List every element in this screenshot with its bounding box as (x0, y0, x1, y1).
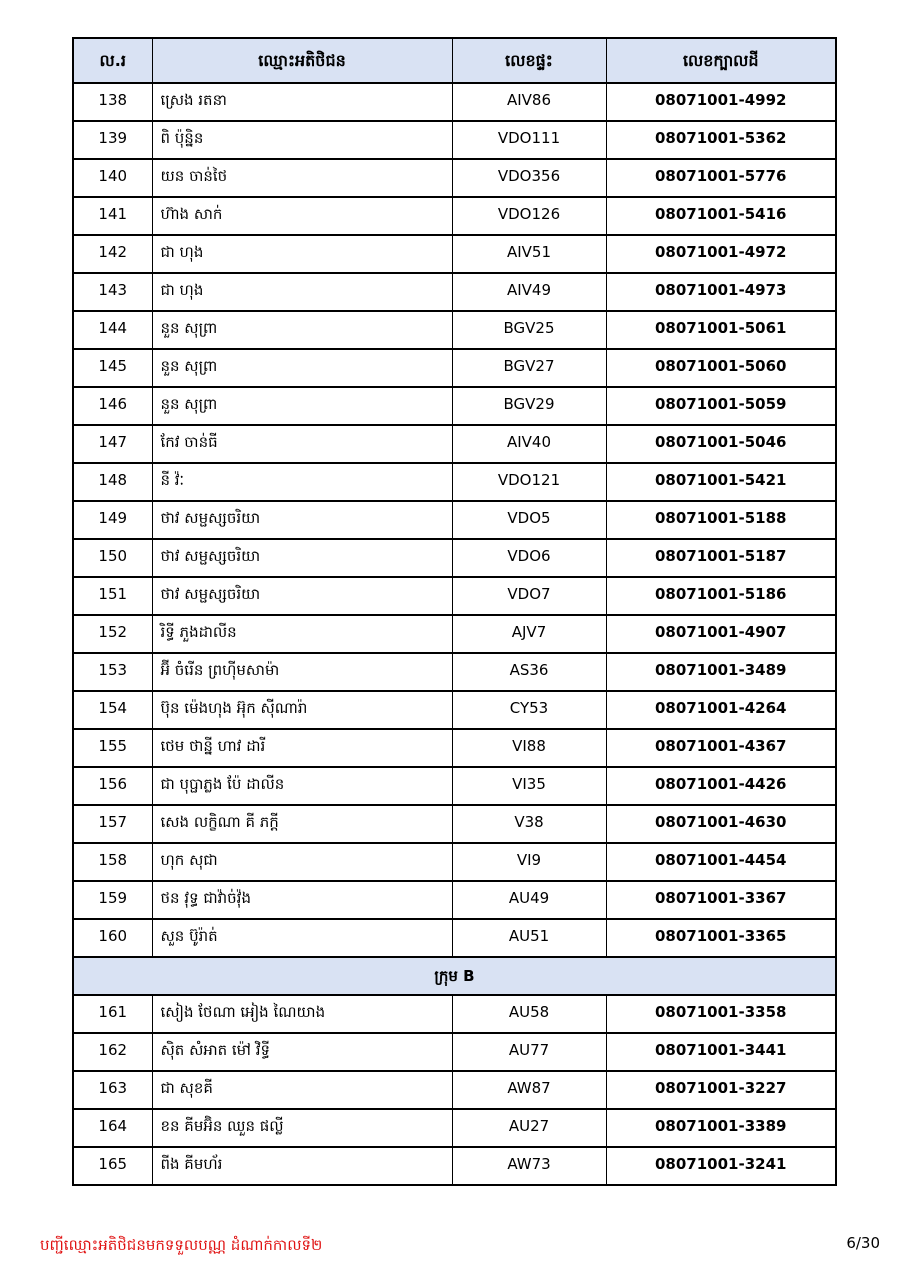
parcel-cell: 08071001-3241 (606, 1147, 836, 1185)
table-row (73, 729, 836, 767)
no-cell: 152 (73, 615, 152, 653)
parcel-cell: 08071001-4426 (606, 767, 836, 805)
house-cell: AIV40 (452, 425, 606, 463)
no-cell: 158 (73, 843, 152, 881)
table-row (73, 425, 836, 463)
table-row (73, 463, 836, 501)
parcel-cell: 08071001-5188 (606, 501, 836, 539)
name-cell: ខន គីមអ៊ិន ឈួន ផល្លី (152, 1109, 452, 1147)
parcel-cell: 08071001-4264 (606, 691, 836, 729)
table-row (73, 121, 836, 159)
table-row (73, 501, 836, 539)
no-cell: 142 (73, 235, 152, 273)
page-number: 6/30 (846, 1234, 880, 1252)
name-cell: សួន ប៊ូរ៉ាត់ (152, 919, 452, 957)
name-cell: ជា សុខគី (152, 1071, 452, 1109)
house-cell: V38 (452, 805, 606, 843)
page-footer (0, 1232, 905, 1266)
name-cell: ពិ ប៉ុន្និន (152, 121, 452, 159)
table-row (73, 311, 836, 349)
house-cell: AU27 (452, 1109, 606, 1147)
house-cell: VDO121 (452, 463, 606, 501)
footer-document-title: បញ្ជីឈ្មោះអតិថិជនមកទទួលបណ្ណ ដំណាក់កាលទី២ (40, 1236, 323, 1254)
house-cell: AU58 (452, 995, 606, 1033)
name-cell: ថេម ថាន្នី ហាវ ដារី (152, 729, 452, 767)
column-header-parcel: លេខក្បាលដី (606, 38, 836, 83)
name-cell: ជា ហុង (152, 235, 452, 273)
table-row (73, 1071, 836, 1109)
no-cell: 143 (73, 273, 152, 311)
name-cell: ប៊ុន ម៉េងហុង អ៊ុក ស៊ីណារ៉ា (152, 691, 452, 729)
table-row (73, 1147, 836, 1185)
no-cell: 156 (73, 767, 152, 805)
house-cell: BGV25 (452, 311, 606, 349)
parcel-cell: 08071001-3367 (606, 881, 836, 919)
no-cell: 160 (73, 919, 152, 957)
house-cell: AIV51 (452, 235, 606, 273)
column-header-no: ល.រ (73, 38, 152, 83)
name-cell: ហ៊ាង សាក់ (152, 197, 452, 235)
parcel-cell: 08071001-5061 (606, 311, 836, 349)
parcel-cell: 08071001-5421 (606, 463, 836, 501)
parcel-cell: 08071001-4973 (606, 273, 836, 311)
name-cell: អ៊ី ចំរើន ព្រហ៊ីមសាម៉ា (152, 653, 452, 691)
house-cell: AIV49 (452, 273, 606, 311)
house-cell: VDO6 (452, 539, 606, 577)
name-cell: នួន សុព្រា (152, 349, 452, 387)
name-cell: នី វ៉ៈ (152, 463, 452, 501)
name-cell: ស៊ិត សំអាត ម៉ៅ វិទ្ធី (152, 1033, 452, 1071)
parcel-cell: 08071001-4630 (606, 805, 836, 843)
table-row (73, 995, 836, 1033)
no-cell: 146 (73, 387, 152, 425)
parcel-cell: 08071001-4972 (606, 235, 836, 273)
house-cell: CY53 (452, 691, 606, 729)
table-row (73, 691, 836, 729)
table-row (73, 615, 836, 653)
house-cell: BGV29 (452, 387, 606, 425)
name-cell: សៀង ថែណា អៀង ណៃយាង (152, 995, 452, 1033)
table-row (73, 1033, 836, 1071)
house-cell: AJV7 (452, 615, 606, 653)
house-cell: AU77 (452, 1033, 606, 1071)
house-cell: AU51 (452, 919, 606, 957)
no-cell: 151 (73, 577, 152, 615)
name-cell: ថាវ សម្ផស្សចរិយា (152, 501, 452, 539)
table-body (73, 83, 836, 1185)
no-cell: 139 (73, 121, 152, 159)
name-cell: ជា ហុង (152, 273, 452, 311)
parcel-cell: 08071001-5060 (606, 349, 836, 387)
column-header-house: លេខផ្ទះ (452, 38, 606, 83)
house-cell: VI9 (452, 843, 606, 881)
no-cell: 154 (73, 691, 152, 729)
table-row (73, 83, 836, 121)
table-row (73, 539, 836, 577)
no-cell: 140 (73, 159, 152, 197)
name-cell: រិទ្ធី ភួងដាលីន (152, 615, 452, 653)
name-cell: នួន សុព្រា (152, 387, 452, 425)
customer-list-table (72, 37, 837, 1186)
table-row (73, 577, 836, 615)
parcel-cell: 08071001-5059 (606, 387, 836, 425)
name-cell: ជា បុប្ផាភ្លង ប៉ែ ដាលីន (152, 767, 452, 805)
parcel-cell: 08071001-5186 (606, 577, 836, 615)
column-header-name: ឈ្មោះអតិថិជន (152, 38, 452, 83)
no-cell: 147 (73, 425, 152, 463)
name-cell: ថាវ សម្ផស្សចរិយា (152, 539, 452, 577)
name-cell: កែវ ចាន់ធី (152, 425, 452, 463)
parcel-cell: 08071001-4454 (606, 843, 836, 881)
table-row (73, 235, 836, 273)
parcel-cell: 08071001-3227 (606, 1071, 836, 1109)
parcel-cell: 08071001-5362 (606, 121, 836, 159)
parcel-cell: 08071001-5416 (606, 197, 836, 235)
parcel-cell: 08071001-3489 (606, 653, 836, 691)
table-row (73, 881, 836, 919)
name-cell: ថន វុទ្ធ ជាវ៉ាច់វ៉ុង (152, 881, 452, 919)
house-cell: BGV27 (452, 349, 606, 387)
no-cell: 162 (73, 1033, 152, 1071)
table-row (73, 919, 836, 957)
no-cell: 148 (73, 463, 152, 501)
parcel-cell: 08071001-4992 (606, 83, 836, 121)
name-cell: ស្រេង រតនា (152, 83, 452, 121)
name-cell: ថាវ សម្ផស្សចរិយា (152, 577, 452, 615)
parcel-cell: 08071001-5046 (606, 425, 836, 463)
parcel-cell: 08071001-4367 (606, 729, 836, 767)
parcel-cell: 08071001-4907 (606, 615, 836, 653)
parcel-cell: 08071001-3358 (606, 995, 836, 1033)
table-row (73, 1109, 836, 1147)
no-cell: 149 (73, 501, 152, 539)
no-cell: 159 (73, 881, 152, 919)
name-cell: នួន សុព្រា (152, 311, 452, 349)
no-cell: 165 (73, 1147, 152, 1185)
house-cell: AS36 (452, 653, 606, 691)
table-row (73, 387, 836, 425)
parcel-cell: 08071001-3441 (606, 1033, 836, 1071)
table-header (73, 38, 836, 83)
house-cell: VDO126 (452, 197, 606, 235)
no-cell: 157 (73, 805, 152, 843)
house-cell: AW87 (452, 1071, 606, 1109)
name-cell: សេង លក្ខិណា គី ភក្តី (152, 805, 452, 843)
no-cell: 141 (73, 197, 152, 235)
no-cell: 155 (73, 729, 152, 767)
parcel-cell: 08071001-5187 (606, 539, 836, 577)
table-row (73, 805, 836, 843)
table-row (73, 197, 836, 235)
no-cell: 145 (73, 349, 152, 387)
parcel-cell: 08071001-3389 (606, 1109, 836, 1147)
name-cell: យន ចាន់ថៃ (152, 159, 452, 197)
section-label: ក្រុម B (73, 957, 836, 995)
no-cell: 163 (73, 1071, 152, 1109)
house-cell: VDO5 (452, 501, 606, 539)
table-row (73, 159, 836, 197)
no-cell: 153 (73, 653, 152, 691)
house-cell: VDO356 (452, 159, 606, 197)
no-cell: 164 (73, 1109, 152, 1147)
no-cell: 144 (73, 311, 152, 349)
house-cell: AW73 (452, 1147, 606, 1185)
table-row (73, 767, 836, 805)
parcel-cell: 08071001-5776 (606, 159, 836, 197)
no-cell: 138 (73, 83, 152, 121)
name-cell: ពីង គីមហ័រ (152, 1147, 452, 1185)
house-cell: AU49 (452, 881, 606, 919)
table-header-row (73, 38, 836, 83)
house-cell: VI35 (452, 767, 606, 805)
house-cell: VI88 (452, 729, 606, 767)
no-cell: 161 (73, 995, 152, 1033)
table-row (73, 843, 836, 881)
table-row (73, 349, 836, 387)
no-cell: 150 (73, 539, 152, 577)
house-cell: VDO111 (452, 121, 606, 159)
section-divider-row (73, 957, 836, 995)
parcel-cell: 08071001-3365 (606, 919, 836, 957)
table-row (73, 653, 836, 691)
table-row (73, 273, 836, 311)
house-cell: AIV86 (452, 83, 606, 121)
name-cell: ហុក សុជា (152, 843, 452, 881)
house-cell: VDO7 (452, 577, 606, 615)
